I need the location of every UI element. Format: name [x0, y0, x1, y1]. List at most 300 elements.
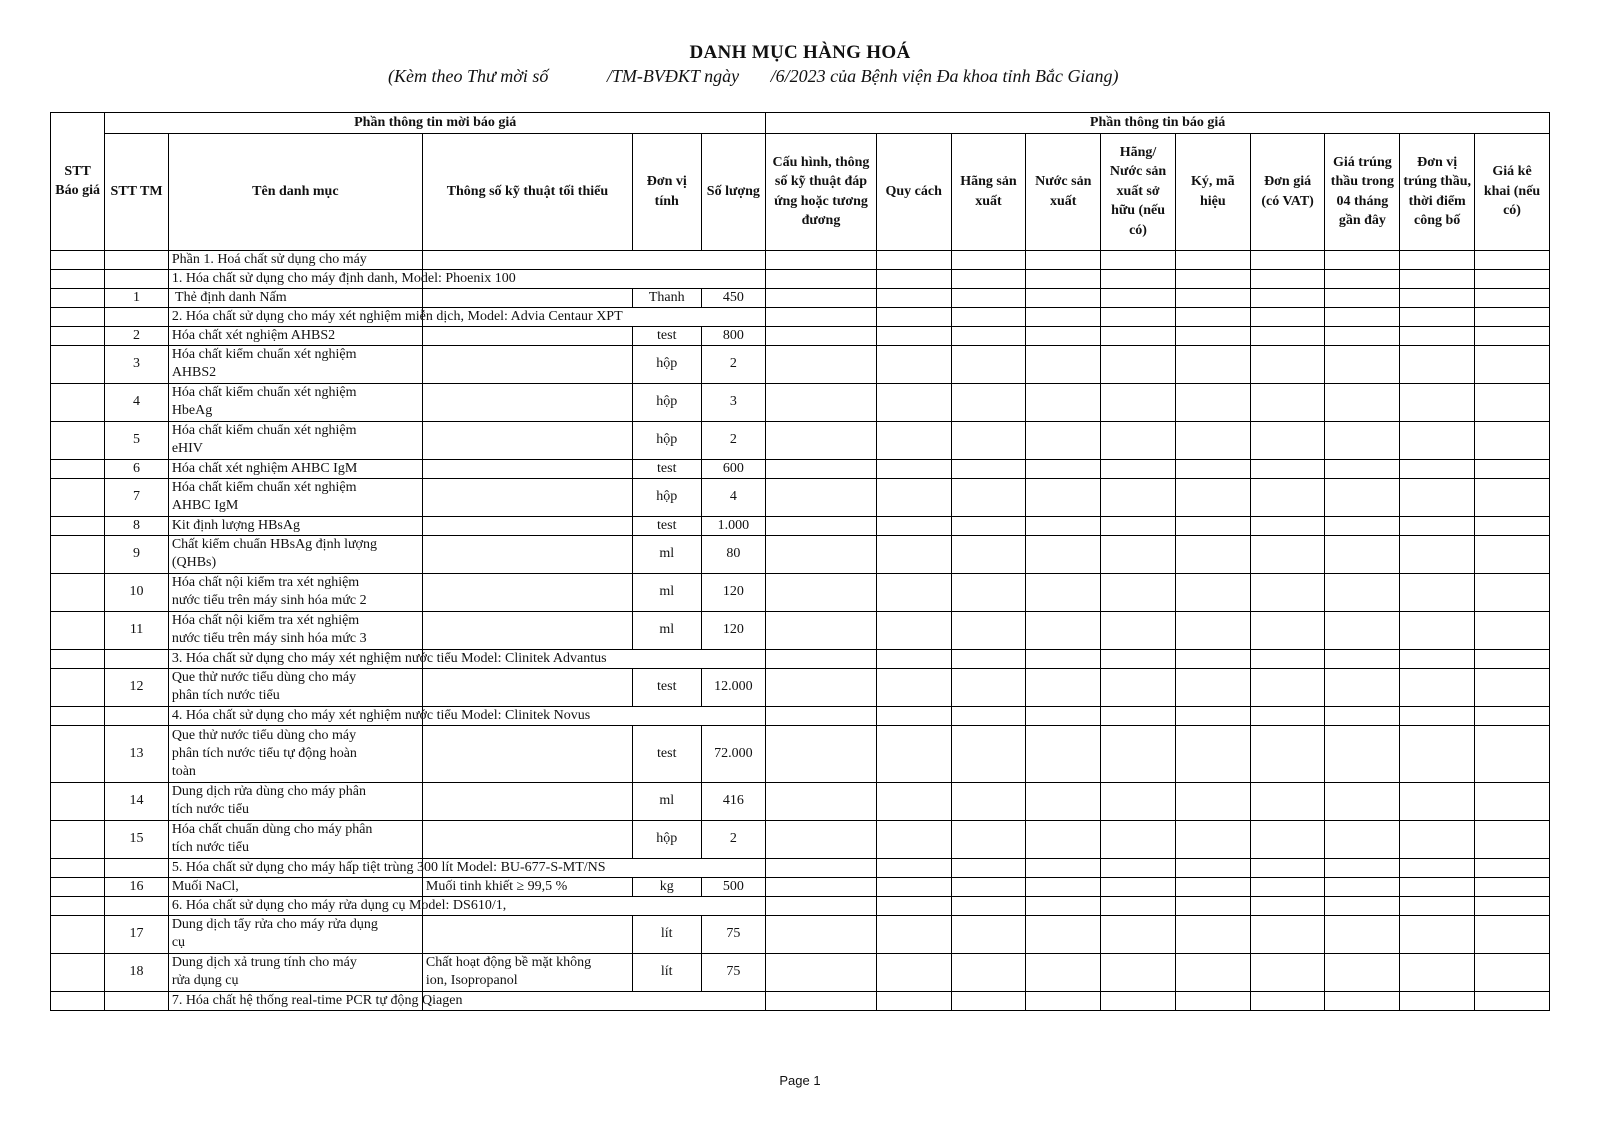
section-title: 1. Hóa chất sử dụng cho máy định danh, Model: Phoenix 100	[168, 269, 422, 288]
empty-cell	[1026, 991, 1101, 1010]
item-spec-cell	[422, 383, 632, 421]
stt-tm-cell: 13	[105, 725, 169, 782]
empty-cell	[1026, 953, 1101, 991]
empty-cell	[1175, 307, 1250, 326]
empty-cell	[951, 649, 1026, 668]
quantity-cell: 2	[701, 345, 766, 383]
empty-cell	[1175, 706, 1250, 725]
empty-cell	[1250, 421, 1325, 459]
empty-cell	[1101, 345, 1176, 383]
empty-cell	[51, 649, 105, 668]
section-title: 4. Hóa chất sử dụng cho máy xét nghiệm nước tiểu Model: Clinitek Novus	[168, 706, 422, 725]
empty-cell	[876, 991, 951, 1010]
quantity-cell: 2	[701, 820, 766, 858]
empty-cell	[1250, 535, 1325, 573]
empty-cell	[1026, 668, 1101, 706]
empty-cell	[1026, 250, 1101, 269]
unit-cell: hộp	[632, 820, 701, 858]
quantity-cell: 80	[701, 535, 766, 573]
empty-cell	[51, 478, 105, 516]
empty-cell	[951, 535, 1026, 573]
empty-cell	[51, 421, 105, 459]
item-name-cell: Que thử nước tiểu dùng cho máy phân tích nước tiểu	[168, 668, 422, 706]
empty-cell	[1325, 877, 1400, 896]
empty-cell	[766, 668, 877, 706]
empty-cell	[422, 991, 765, 1010]
unit-cell: test	[632, 326, 701, 345]
empty-cell	[1400, 611, 1475, 649]
item-spec-cell	[422, 326, 632, 345]
empty-cell	[105, 858, 169, 877]
empty-cell	[1325, 725, 1400, 782]
section-row	[51, 896, 1550, 915]
quantity-cell: 500	[701, 877, 766, 896]
empty-cell	[1400, 459, 1475, 478]
empty-cell	[105, 649, 169, 668]
header-don-gia: Đơn giá (có VAT)	[1250, 133, 1325, 250]
table-row	[51, 611, 1550, 649]
empty-cell	[876, 307, 951, 326]
empty-cell	[51, 288, 105, 307]
empty-cell	[51, 326, 105, 345]
empty-cell	[1101, 611, 1176, 649]
empty-cell	[51, 858, 105, 877]
empty-cell	[1250, 250, 1325, 269]
empty-cell	[1475, 858, 1550, 877]
table-row	[51, 877, 1550, 896]
empty-cell	[1400, 345, 1475, 383]
empty-cell	[1325, 516, 1400, 535]
unit-cell: ml	[632, 573, 701, 611]
empty-cell	[876, 326, 951, 345]
empty-cell	[1026, 896, 1101, 915]
empty-cell	[51, 782, 105, 820]
empty-cell	[1026, 706, 1101, 725]
section-row	[51, 307, 1550, 326]
empty-cell	[1101, 706, 1176, 725]
unit-cell: test	[632, 516, 701, 535]
unit-cell: hộp	[632, 345, 701, 383]
table-row	[51, 345, 1550, 383]
empty-cell	[951, 250, 1026, 269]
table-row	[51, 535, 1550, 573]
empty-cell	[1175, 269, 1250, 288]
empty-cell	[1101, 725, 1176, 782]
empty-cell	[766, 896, 877, 915]
empty-cell	[1325, 326, 1400, 345]
quantity-cell: 75	[701, 953, 766, 991]
table-row	[51, 782, 1550, 820]
stt-tm-cell: 7	[105, 478, 169, 516]
empty-cell	[876, 345, 951, 383]
empty-cell	[1101, 383, 1176, 421]
empty-cell	[876, 288, 951, 307]
empty-cell	[1026, 478, 1101, 516]
empty-cell	[1101, 877, 1176, 896]
empty-cell	[1325, 858, 1400, 877]
empty-cell	[1475, 953, 1550, 991]
empty-cell	[1250, 725, 1325, 782]
empty-cell	[951, 326, 1026, 345]
stt-tm-cell: 8	[105, 516, 169, 535]
empty-cell	[1101, 668, 1176, 706]
empty-cell	[876, 915, 951, 953]
empty-cell	[951, 915, 1026, 953]
empty-cell	[51, 820, 105, 858]
unit-cell: hộp	[632, 383, 701, 421]
empty-cell	[51, 991, 105, 1010]
quantity-cell: 2	[701, 421, 766, 459]
empty-cell	[1101, 307, 1176, 326]
stt-tm-cell: 6	[105, 459, 169, 478]
empty-cell	[951, 991, 1026, 1010]
quantity-cell: 72.000	[701, 725, 766, 782]
unit-cell: lít	[632, 953, 701, 991]
header-so-luong: Số lượng	[701, 133, 766, 250]
empty-cell	[51, 459, 105, 478]
empty-cell	[1026, 858, 1101, 877]
empty-cell	[876, 573, 951, 611]
empty-cell	[1325, 820, 1400, 858]
item-name-cell: Dung dịch rửa dùng cho máy phân tích nước tiểu	[168, 782, 422, 820]
empty-cell	[876, 383, 951, 421]
empty-cell	[1400, 953, 1475, 991]
item-spec-cell	[422, 820, 632, 858]
empty-cell	[766, 516, 877, 535]
quantity-cell: 450	[701, 288, 766, 307]
section-title: 2. Hóa chất sử dụng cho máy xét nghiệm miễn dịch, Model: Advia Centaur XPT	[168, 307, 422, 326]
empty-cell	[1101, 953, 1176, 991]
empty-cell	[1101, 535, 1176, 573]
empty-cell	[876, 611, 951, 649]
empty-cell	[951, 269, 1026, 288]
unit-cell: test	[632, 725, 701, 782]
empty-cell	[51, 611, 105, 649]
quantity-cell: 4	[701, 478, 766, 516]
empty-cell	[766, 383, 877, 421]
empty-cell	[1325, 668, 1400, 706]
item-name-cell: Kit định lượng HBsAg	[168, 516, 422, 535]
empty-cell	[105, 269, 169, 288]
item-spec-cell	[422, 459, 632, 478]
empty-cell	[1475, 877, 1550, 896]
empty-cell	[1026, 820, 1101, 858]
empty-cell	[105, 706, 169, 725]
empty-cell	[51, 896, 105, 915]
item-spec-cell	[422, 345, 632, 383]
empty-cell	[1250, 782, 1325, 820]
stt-tm-cell: 12	[105, 668, 169, 706]
table-row	[51, 421, 1550, 459]
empty-cell	[1325, 991, 1400, 1010]
empty-cell	[1475, 383, 1550, 421]
empty-cell	[1325, 269, 1400, 288]
stt-tm-cell: 16	[105, 877, 169, 896]
header-hang-nuoc-so-huu: Hãng/ Nước sản xuất sở hữu (nếu có)	[1101, 133, 1176, 250]
table-row	[51, 288, 1550, 307]
empty-cell	[876, 896, 951, 915]
table-row	[51, 516, 1550, 535]
empty-cell	[1325, 896, 1400, 915]
empty-cell	[1250, 877, 1325, 896]
unit-cell: kg	[632, 877, 701, 896]
empty-cell	[51, 383, 105, 421]
empty-cell	[1250, 326, 1325, 345]
empty-cell	[876, 250, 951, 269]
empty-cell	[876, 459, 951, 478]
empty-cell	[951, 573, 1026, 611]
item-name-cell: Hóa chất kiểm chuẩn xét nghiệm AHBS2	[168, 345, 422, 383]
empty-cell	[1475, 307, 1550, 326]
item-name-cell: Hóa chất xét nghiệm AHBC IgM	[168, 459, 422, 478]
empty-cell	[1400, 820, 1475, 858]
empty-cell	[1250, 953, 1325, 991]
empty-cell	[1101, 516, 1176, 535]
empty-cell	[1250, 459, 1325, 478]
empty-cell	[1475, 459, 1550, 478]
empty-cell	[876, 516, 951, 535]
header-hang-san-xuat: Hãng sản xuất	[951, 133, 1026, 250]
item-spec-cell	[422, 668, 632, 706]
empty-cell	[1250, 896, 1325, 915]
unit-cell: ml	[632, 535, 701, 573]
item-spec-cell	[422, 535, 632, 573]
item-name-cell: Hóa chất kiểm chuẩn xét nghiệm HbeAg	[168, 383, 422, 421]
empty-cell	[951, 288, 1026, 307]
unit-cell: lít	[632, 915, 701, 953]
empty-cell	[1475, 345, 1550, 383]
empty-cell	[1250, 516, 1325, 535]
empty-cell	[1026, 725, 1101, 782]
stt-tm-cell: 5	[105, 421, 169, 459]
empty-cell	[951, 383, 1026, 421]
empty-cell	[105, 896, 169, 915]
item-name-cell: Thẻ định danh Nấm	[168, 288, 422, 307]
empty-cell	[876, 706, 951, 725]
item-spec-cell	[422, 288, 632, 307]
item-spec-cell: Chất hoạt động bề mặt không ion, Isopropanol	[422, 953, 632, 991]
empty-cell	[51, 250, 105, 269]
empty-cell	[766, 307, 877, 326]
item-name-cell: Hóa chất xét nghiệm AHBS2	[168, 326, 422, 345]
empty-cell	[105, 307, 169, 326]
empty-cell	[51, 915, 105, 953]
unit-cell: hộp	[632, 478, 701, 516]
empty-cell	[1400, 725, 1475, 782]
empty-cell	[1250, 288, 1325, 307]
empty-cell	[766, 269, 877, 288]
empty-cell	[876, 953, 951, 991]
empty-cell	[1175, 326, 1250, 345]
empty-cell	[1400, 896, 1475, 915]
empty-cell	[1101, 288, 1176, 307]
empty-cell	[1026, 459, 1101, 478]
stt-tm-cell: 14	[105, 782, 169, 820]
empty-cell	[766, 725, 877, 782]
empty-cell	[951, 820, 1026, 858]
empty-cell	[1026, 611, 1101, 649]
empty-cell	[1475, 535, 1550, 573]
empty-cell	[1175, 535, 1250, 573]
item-name-cell: Hóa chất nội kiểm tra xét nghiệm nước tiểu trên máy sinh hóa mức 3	[168, 611, 422, 649]
empty-cell	[51, 269, 105, 288]
document-subtitle: (Kèm theo Thư mời số /TM-BVĐKT ngày /6/2023 của Bệnh viện Đa khoa tỉnh Bắc Giang)	[388, 66, 1119, 86]
stt-tm-cell: 2	[105, 326, 169, 345]
empty-cell	[51, 345, 105, 383]
empty-cell	[1475, 725, 1550, 782]
table-row	[51, 573, 1550, 611]
empty-cell	[1475, 421, 1550, 459]
empty-cell	[876, 858, 951, 877]
quantity-cell: 3	[701, 383, 766, 421]
empty-cell	[766, 858, 877, 877]
header-cau-hinh: Cấu hình, thông số kỹ thuật đáp ứng hoặc tương đương	[766, 133, 877, 250]
empty-cell	[1325, 611, 1400, 649]
empty-cell	[1325, 953, 1400, 991]
empty-cell	[51, 706, 105, 725]
empty-cell	[1475, 782, 1550, 820]
empty-cell	[1400, 421, 1475, 459]
empty-cell	[1175, 516, 1250, 535]
goods-table	[50, 112, 1550, 1011]
section-row	[51, 706, 1550, 725]
empty-cell	[951, 706, 1026, 725]
empty-cell	[1400, 535, 1475, 573]
quantity-cell: 12.000	[701, 668, 766, 706]
empty-cell	[951, 478, 1026, 516]
empty-cell	[876, 421, 951, 459]
empty-cell	[876, 649, 951, 668]
empty-cell	[1400, 573, 1475, 611]
empty-cell	[1400, 307, 1475, 326]
empty-cell	[1175, 820, 1250, 858]
empty-cell	[951, 307, 1026, 326]
section-row	[51, 250, 1550, 269]
page-number: Page 1	[779, 1073, 821, 1088]
section-title: 5. Hóa chất sử dụng cho máy hấp tiệt trùng 300 lít Model: BU-677-S-MT/NS	[168, 858, 422, 877]
empty-cell	[1175, 421, 1250, 459]
empty-cell	[1325, 421, 1400, 459]
empty-cell	[1026, 573, 1101, 611]
empty-cell	[1400, 250, 1475, 269]
empty-cell	[1475, 288, 1550, 307]
empty-cell	[51, 307, 105, 326]
empty-cell	[51, 877, 105, 896]
empty-cell	[1325, 307, 1400, 326]
empty-cell	[766, 535, 877, 573]
unit-cell: test	[632, 668, 701, 706]
empty-cell	[1175, 725, 1250, 782]
item-name-cell: Que thử nước tiểu dùng cho máy phân tích nước tiểu tự động hoàn toàn	[168, 725, 422, 782]
empty-cell	[1400, 858, 1475, 877]
item-spec-cell	[422, 573, 632, 611]
empty-cell	[1475, 611, 1550, 649]
empty-cell	[766, 706, 877, 725]
empty-cell	[1400, 326, 1475, 345]
empty-cell	[766, 288, 877, 307]
empty-cell	[1400, 706, 1475, 725]
empty-cell	[1475, 706, 1550, 725]
item-name-cell: Hóa chất chuẩn dùng cho máy phân tích nước tiểu	[168, 820, 422, 858]
item-name-cell: Hóa chất nội kiểm tra xét nghiệm nước tiểu trên máy sinh hóa mức 2	[168, 573, 422, 611]
empty-cell	[951, 516, 1026, 535]
empty-cell	[766, 991, 877, 1010]
empty-cell	[1175, 953, 1250, 991]
empty-cell	[1026, 326, 1101, 345]
quantity-cell: 800	[701, 326, 766, 345]
empty-cell	[766, 649, 877, 668]
empty-cell	[1101, 820, 1176, 858]
empty-cell	[1475, 820, 1550, 858]
empty-cell	[1101, 782, 1176, 820]
stt-tm-cell: 15	[105, 820, 169, 858]
empty-cell	[1325, 649, 1400, 668]
empty-cell	[1101, 250, 1176, 269]
empty-cell	[51, 953, 105, 991]
empty-cell	[1026, 649, 1101, 668]
stt-tm-cell: 18	[105, 953, 169, 991]
quantity-cell: 120	[701, 573, 766, 611]
empty-cell	[951, 421, 1026, 459]
empty-cell	[1325, 573, 1400, 611]
section-row	[51, 269, 1550, 288]
empty-cell	[766, 611, 877, 649]
empty-cell	[1026, 307, 1101, 326]
empty-cell	[876, 269, 951, 288]
unit-cell: hộp	[632, 421, 701, 459]
table-row	[51, 725, 1550, 782]
empty-cell	[951, 782, 1026, 820]
stt-tm-cell: 3	[105, 345, 169, 383]
empty-cell	[1175, 288, 1250, 307]
empty-cell	[876, 725, 951, 782]
empty-cell	[1325, 250, 1400, 269]
empty-cell	[1175, 573, 1250, 611]
empty-cell	[1101, 915, 1176, 953]
empty-cell	[1475, 326, 1550, 345]
item-spec-cell	[422, 782, 632, 820]
empty-cell	[1175, 915, 1250, 953]
empty-cell	[1325, 345, 1400, 383]
empty-cell	[1175, 611, 1250, 649]
empty-cell	[1101, 459, 1176, 478]
item-spec-cell	[422, 516, 632, 535]
empty-cell	[1175, 858, 1250, 877]
document-title: DANH MỤC HÀNG HOÁ	[689, 42, 911, 63]
header-ten-danh-muc: Tên danh mục	[168, 133, 422, 250]
empty-cell	[1475, 516, 1550, 535]
section-title: 3. Hóa chất sử dụng cho máy xét nghiệm nước tiểu Model: Clinitek Advantus	[168, 649, 422, 668]
empty-cell	[51, 535, 105, 573]
empty-cell	[1250, 991, 1325, 1010]
empty-cell	[1175, 991, 1250, 1010]
empty-cell	[766, 915, 877, 953]
empty-cell	[766, 326, 877, 345]
empty-cell	[1400, 288, 1475, 307]
empty-cell	[1475, 573, 1550, 611]
header-quy-cach: Quy cách	[876, 133, 951, 250]
stt-tm-cell: 17	[105, 915, 169, 953]
table-row	[51, 820, 1550, 858]
empty-cell	[51, 573, 105, 611]
quantity-cell: 1.000	[701, 516, 766, 535]
empty-cell	[1175, 649, 1250, 668]
empty-cell	[766, 782, 877, 820]
empty-cell	[1475, 269, 1550, 288]
empty-cell	[1475, 991, 1550, 1010]
empty-cell	[1250, 706, 1325, 725]
empty-cell	[1325, 478, 1400, 516]
